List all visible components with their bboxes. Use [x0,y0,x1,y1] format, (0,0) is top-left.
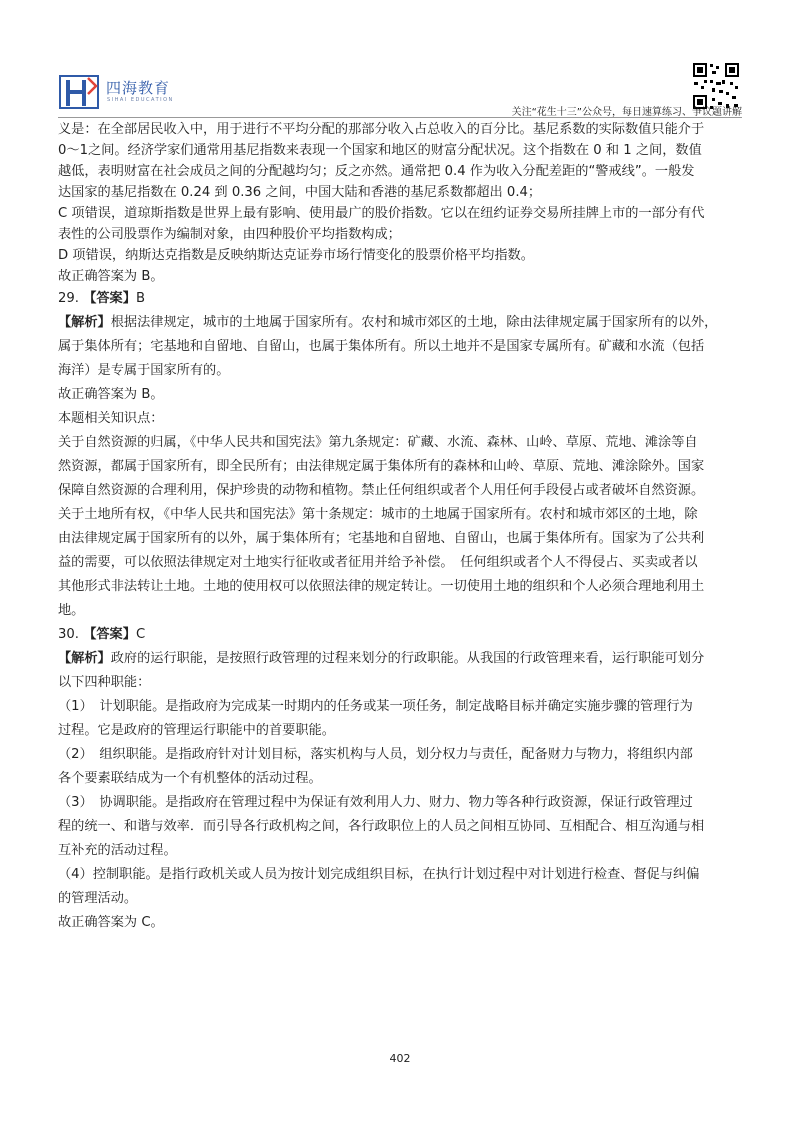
text-line: 义是：在全部居民收入中，用于进行不平均分配的那部分收入占总收入的百分比。基尼系数的实际数值只能介于 [58,122,705,137]
header-divider [58,117,742,118]
question-30 [58,623,748,935]
text-line: 益的需要，可以依照法律规定对土地实行征收或者征用并给予补偿。 任何组织或者个人不得侵占、买卖或者以 [58,555,698,570]
text-line: 程的统一、和谐与效率．而引导各行政机构之间，各行政职位上的人员之间相互协同、互相配合、相互沟通与相 [58,819,705,834]
analysis-text: 根据法律规定，城市的土地属于国家所有。农村和城市郊区的土地，除由法律规定属于国家所有的以外， [110,315,718,330]
brand-name-english: SIHAI EDUCATION [107,97,174,103]
brand-name: 四海教育 [106,79,171,97]
text-line: 0～1之间。经济学家们通常用基尼指数来表现一个国家和地区的财富分配状况。这个指数在 0 和 1 之间，数值 [58,143,702,158]
text-line: （1） 计划职能。是指政府为完成某一时期内的任务或某一项任务，制定战略目标并确定实施步骤的管理行为 [58,699,693,714]
analysis-tag: 【解析】 [58,315,111,330]
text-line: 由法律规定属于国家所有的以外，属于集体所有；宅基地和自留地、自留山，也属于集体所有。国家为了公共利 [58,531,705,546]
header-slogan: 关注“花生十三”公众号，每日速算练习、争议题讲解 [511,107,742,118]
text-line: 然资源，都属于国家所有，即全民所有；由法律规定属于集体所有的森林和山岭、草原、荒地、滩涂除外。国家 [58,459,705,474]
text-line: 故正确答案为 B。 [58,269,164,284]
question-number: 29. [58,291,79,306]
analysis-text: 政府的运行职能，是按照行政管理的过程来划分的行政职能。从我国的行政管理来看，运行职能可划分 [110,651,705,666]
question-29 [58,287,748,623]
text-line: 其他形式非法转让土地。土地的使用权可以依照法律的规定转让。一切使用土地的组织和个人必须合理地利用土 [58,579,705,594]
text-line: 以下四种职能： [58,675,151,690]
text-line: 故正确答案为 B。 [58,387,164,402]
answer-line [58,287,748,311]
text-line: 海洋）是专属于国家所有的。 [58,363,230,378]
analysis-line [58,311,748,335]
question-number: 30. [58,627,79,642]
page-content [58,119,748,935]
text-line: 保障自然资源的合理利用，保护珍贵的动物和植物。禁止任何组织或者个人用任何手段侵占或者破坏自然资源。 [58,483,705,498]
text-line: 本题相关知识点： [58,411,164,426]
text-line: （4）控制职能。是指行政机关或人员为按计划完成组织目标，在执行计划过程中对计划进行检查、督促与纠偏 [58,867,700,882]
analysis-tag: 【解析】 [58,651,111,666]
text-line: 各个要素联结成为一个有机整体的活动过程。 [58,771,322,786]
text-line: D 项错误，纳斯达克指数是反映纳斯达克证券市场行情变化的股票价格平均指数。 [58,248,534,263]
text-line: 关于自然资源的归属，《中华人民共和国宪法》第九条规定：矿藏、水流、森林、山岭、草原、荒地、滩涂等自 [58,435,698,450]
page-header [0,0,800,118]
answer-value: B [135,291,145,306]
answer-tag: 【答案】 [83,627,136,642]
text-line: 故正确答案为 C。 [58,915,164,930]
text-line: （3） 协调职能。是指政府在管理过程中为保证有效利用人力、财力、物力等各种行政资源，保证行政管理过 [58,795,693,810]
answer-line [58,623,748,647]
previous-answer-continuation [58,119,748,287]
text-line: 过程。它是政府的管理运行职能中的首要职能。 [58,723,335,738]
answer-value: C [135,627,146,642]
text-line: 属于集体所有；宅基地和自留地、自留山，也属于集体所有。所以土地并不是国家专属所有。矿藏和水流（包括 [58,339,705,354]
page-number: 402 [389,1052,411,1065]
text-line: 表性的公司股票作为编制对象，由四种股价平均指数构成； [58,227,401,242]
text-line: （2） 组织职能。是指政府针对计划目标，落实机构与人员，划分权力与责任，配备财力与物力，将组织内部 [58,747,693,762]
text-line: C 项错误，道琼斯指数是世界上最有影响、使用最广的股价指数。它以在纽约证券交易所挂牌上市的一部分有代 [58,206,705,221]
analysis-line [58,647,748,671]
text-line: 关于土地所有权，《中华人民共和国宪法》第十条规定：城市的土地属于国家所有。农村和城市郊区的土地，除 [58,507,698,522]
text-line: 互补充的活动过程。 [58,843,177,858]
text-line: 的管理活动。 [58,891,138,906]
sihai-logo-icon [58,72,102,112]
text-line: 达国家的基尼指数在 0.24 到 0.36 之间，中国大陆和香港的基尼系数都超出 0.4； [58,185,542,200]
answer-tag: 【答案】 [83,291,136,306]
text-line: 越低，表明财富在社会成员之间的分配越均匀；反之亦然。通常把 0.4 作为收入分配差距的“警戒线”。一般发 [58,164,695,179]
text-line: 地。 [58,603,85,618]
